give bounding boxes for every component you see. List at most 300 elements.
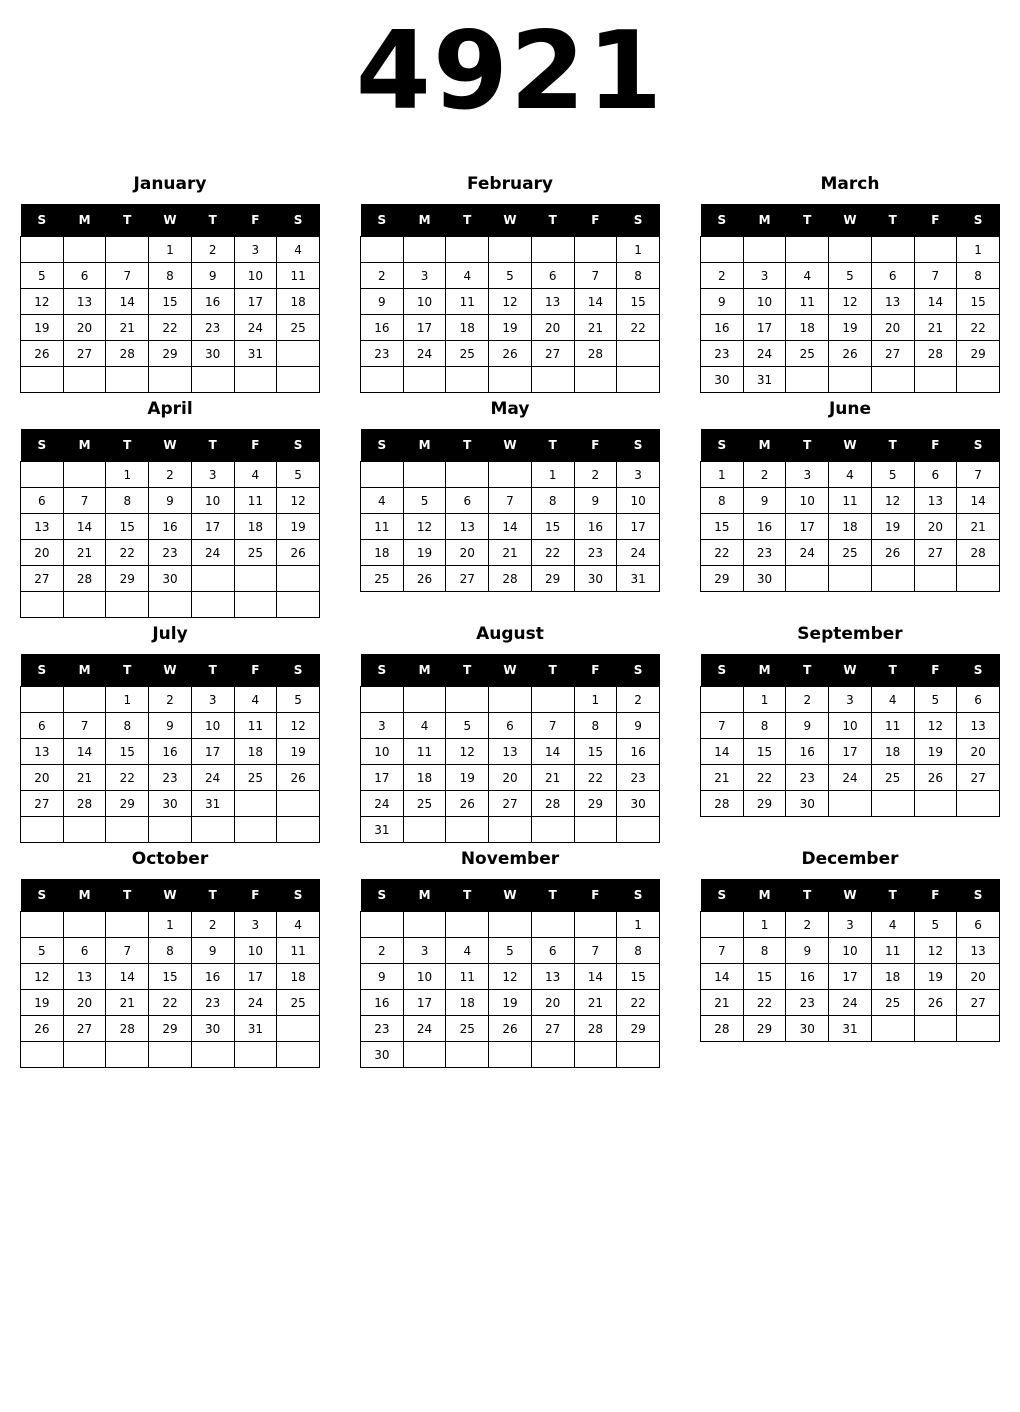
day-cell[interactable]: 7 — [63, 713, 106, 739]
day-cell[interactable]: 10 — [829, 938, 872, 964]
day-cell[interactable]: 12 — [277, 488, 320, 514]
day-cell[interactable]: 6 — [489, 713, 532, 739]
day-cell[interactable]: 9 — [361, 289, 404, 315]
day-cell[interactable]: 5 — [403, 488, 446, 514]
day-cell[interactable]: 7 — [63, 488, 106, 514]
day-cell[interactable]: 2 — [743, 462, 786, 488]
day-cell[interactable]: 26 — [489, 341, 532, 367]
day-cell[interactable]: 25 — [786, 341, 829, 367]
day-cell[interactable]: 14 — [63, 739, 106, 765]
day-cell[interactable]: 10 — [403, 289, 446, 315]
day-cell[interactable]: 29 — [149, 1016, 192, 1042]
day-cell[interactable]: 1 — [957, 237, 1000, 263]
day-cell[interactable]: 12 — [829, 289, 872, 315]
day-cell[interactable]: 28 — [531, 791, 574, 817]
day-cell[interactable]: 30 — [361, 1042, 404, 1068]
day-cell[interactable]: 28 — [63, 791, 106, 817]
day-cell[interactable]: 15 — [531, 514, 574, 540]
day-cell[interactable]: 1 — [574, 687, 617, 713]
day-cell[interactable]: 24 — [191, 540, 234, 566]
day-cell[interactable]: 18 — [361, 540, 404, 566]
day-cell[interactable]: 29 — [617, 1016, 660, 1042]
day-cell[interactable]: 8 — [957, 263, 1000, 289]
day-cell[interactable]: 24 — [234, 315, 277, 341]
day-cell[interactable]: 3 — [403, 938, 446, 964]
day-cell[interactable]: 4 — [786, 263, 829, 289]
day-cell[interactable]: 31 — [743, 367, 786, 393]
day-cell[interactable]: 8 — [531, 488, 574, 514]
day-cell[interactable]: 6 — [446, 488, 489, 514]
day-cell[interactable]: 23 — [617, 765, 660, 791]
day-cell[interactable]: 13 — [21, 739, 64, 765]
day-cell[interactable]: 26 — [871, 540, 914, 566]
day-cell[interactable]: 25 — [277, 990, 320, 1016]
day-cell[interactable]: 27 — [531, 341, 574, 367]
day-cell[interactable]: 1 — [149, 237, 192, 263]
day-cell[interactable]: 22 — [106, 540, 149, 566]
day-cell[interactable]: 19 — [914, 739, 957, 765]
day-cell[interactable]: 7 — [914, 263, 957, 289]
day-cell[interactable]: 16 — [191, 964, 234, 990]
day-cell[interactable]: 27 — [957, 765, 1000, 791]
day-cell[interactable]: 24 — [403, 341, 446, 367]
day-cell[interactable]: 2 — [191, 912, 234, 938]
day-cell[interactable]: 28 — [701, 1016, 744, 1042]
day-cell[interactable]: 30 — [701, 367, 744, 393]
day-cell[interactable]: 13 — [489, 739, 532, 765]
day-cell[interactable]: 22 — [574, 765, 617, 791]
day-cell[interactable]: 16 — [701, 315, 744, 341]
day-cell[interactable]: 22 — [743, 990, 786, 1016]
day-cell[interactable]: 19 — [21, 990, 64, 1016]
day-cell[interactable]: 21 — [574, 990, 617, 1016]
day-cell[interactable]: 12 — [21, 289, 64, 315]
day-cell[interactable]: 6 — [21, 713, 64, 739]
day-cell[interactable]: 31 — [829, 1016, 872, 1042]
day-cell[interactable]: 10 — [786, 488, 829, 514]
day-cell[interactable]: 3 — [234, 237, 277, 263]
day-cell[interactable]: 12 — [277, 713, 320, 739]
day-cell[interactable]: 14 — [701, 964, 744, 990]
day-cell[interactable]: 13 — [21, 514, 64, 540]
day-cell[interactable]: 16 — [617, 739, 660, 765]
day-cell[interactable]: 17 — [403, 315, 446, 341]
day-cell[interactable]: 6 — [531, 938, 574, 964]
day-cell[interactable]: 19 — [446, 765, 489, 791]
day-cell[interactable]: 19 — [871, 514, 914, 540]
day-cell[interactable]: 18 — [446, 315, 489, 341]
day-cell[interactable]: 15 — [617, 964, 660, 990]
day-cell[interactable]: 22 — [106, 765, 149, 791]
day-cell[interactable]: 23 — [191, 315, 234, 341]
day-cell[interactable]: 9 — [743, 488, 786, 514]
day-cell[interactable]: 30 — [574, 566, 617, 592]
day-cell[interactable]: 2 — [574, 462, 617, 488]
day-cell[interactable]: 29 — [574, 791, 617, 817]
day-cell[interactable]: 28 — [63, 566, 106, 592]
day-cell[interactable]: 16 — [191, 289, 234, 315]
day-cell[interactable]: 30 — [743, 566, 786, 592]
day-cell[interactable]: 12 — [403, 514, 446, 540]
day-cell[interactable]: 5 — [277, 687, 320, 713]
day-cell[interactable]: 21 — [63, 540, 106, 566]
day-cell[interactable]: 4 — [871, 912, 914, 938]
day-cell[interactable]: 23 — [361, 1016, 404, 1042]
day-cell[interactable]: 16 — [149, 739, 192, 765]
day-cell[interactable]: 22 — [617, 315, 660, 341]
day-cell[interactable]: 24 — [234, 990, 277, 1016]
day-cell[interactable]: 7 — [574, 938, 617, 964]
day-cell[interactable]: 8 — [701, 488, 744, 514]
day-cell[interactable]: 19 — [489, 990, 532, 1016]
day-cell[interactable]: 26 — [914, 990, 957, 1016]
day-cell[interactable]: 28 — [957, 540, 1000, 566]
day-cell[interactable]: 15 — [743, 739, 786, 765]
day-cell[interactable]: 11 — [446, 964, 489, 990]
day-cell[interactable]: 1 — [617, 912, 660, 938]
day-cell[interactable]: 25 — [234, 765, 277, 791]
day-cell[interactable]: 1 — [701, 462, 744, 488]
day-cell[interactable]: 30 — [617, 791, 660, 817]
day-cell[interactable]: 5 — [914, 687, 957, 713]
day-cell[interactable]: 7 — [701, 713, 744, 739]
day-cell[interactable]: 2 — [786, 687, 829, 713]
day-cell[interactable]: 27 — [446, 566, 489, 592]
day-cell[interactable]: 30 — [786, 791, 829, 817]
day-cell[interactable]: 20 — [531, 990, 574, 1016]
day-cell[interactable]: 28 — [489, 566, 532, 592]
day-cell[interactable]: 2 — [617, 687, 660, 713]
day-cell[interactable]: 20 — [63, 990, 106, 1016]
day-cell[interactable]: 28 — [574, 1016, 617, 1042]
day-cell[interactable]: 13 — [871, 289, 914, 315]
day-cell[interactable]: 25 — [403, 791, 446, 817]
day-cell[interactable]: 2 — [701, 263, 744, 289]
day-cell[interactable]: 12 — [489, 289, 532, 315]
day-cell[interactable]: 17 — [829, 739, 872, 765]
day-cell[interactable]: 24 — [829, 765, 872, 791]
day-cell[interactable]: 4 — [446, 938, 489, 964]
day-cell[interactable]: 22 — [531, 540, 574, 566]
day-cell[interactable]: 3 — [786, 462, 829, 488]
day-cell[interactable]: 7 — [106, 263, 149, 289]
day-cell[interactable]: 18 — [403, 765, 446, 791]
day-cell[interactable]: 2 — [149, 462, 192, 488]
day-cell[interactable]: 31 — [361, 817, 404, 843]
day-cell[interactable]: 20 — [531, 315, 574, 341]
day-cell[interactable]: 31 — [191, 791, 234, 817]
day-cell[interactable]: 18 — [871, 739, 914, 765]
day-cell[interactable]: 9 — [786, 938, 829, 964]
day-cell[interactable]: 29 — [149, 341, 192, 367]
day-cell[interactable]: 14 — [574, 964, 617, 990]
day-cell[interactable]: 13 — [957, 938, 1000, 964]
day-cell[interactable]: 28 — [106, 341, 149, 367]
day-cell[interactable]: 25 — [361, 566, 404, 592]
day-cell[interactable]: 7 — [701, 938, 744, 964]
day-cell[interactable]: 20 — [957, 964, 1000, 990]
day-cell[interactable]: 8 — [617, 938, 660, 964]
day-cell[interactable]: 15 — [957, 289, 1000, 315]
day-cell[interactable]: 19 — [277, 739, 320, 765]
day-cell[interactable]: 24 — [829, 990, 872, 1016]
day-cell[interactable]: 17 — [191, 514, 234, 540]
day-cell[interactable]: 5 — [277, 462, 320, 488]
day-cell[interactable]: 11 — [403, 739, 446, 765]
day-cell[interactable]: 19 — [829, 315, 872, 341]
day-cell[interactable]: 25 — [277, 315, 320, 341]
day-cell[interactable]: 9 — [786, 713, 829, 739]
day-cell[interactable]: 1 — [149, 912, 192, 938]
day-cell[interactable]: 27 — [21, 566, 64, 592]
day-cell[interactable]: 7 — [531, 713, 574, 739]
day-cell[interactable]: 5 — [871, 462, 914, 488]
day-cell[interactable]: 18 — [829, 514, 872, 540]
day-cell[interactable]: 15 — [574, 739, 617, 765]
day-cell[interactable]: 5 — [829, 263, 872, 289]
day-cell[interactable]: 23 — [701, 341, 744, 367]
day-cell[interactable]: 21 — [957, 514, 1000, 540]
day-cell[interactable]: 13 — [446, 514, 489, 540]
day-cell[interactable]: 15 — [149, 289, 192, 315]
day-cell[interactable]: 4 — [234, 462, 277, 488]
day-cell[interactable]: 3 — [234, 912, 277, 938]
day-cell[interactable]: 21 — [531, 765, 574, 791]
day-cell[interactable]: 6 — [63, 938, 106, 964]
day-cell[interactable]: 19 — [489, 315, 532, 341]
day-cell[interactable]: 25 — [871, 765, 914, 791]
day-cell[interactable]: 27 — [914, 540, 957, 566]
day-cell[interactable]: 1 — [106, 687, 149, 713]
day-cell[interactable]: 13 — [63, 289, 106, 315]
day-cell[interactable]: 24 — [361, 791, 404, 817]
day-cell[interactable]: 8 — [574, 713, 617, 739]
day-cell[interactable]: 5 — [21, 263, 64, 289]
day-cell[interactable]: 10 — [617, 488, 660, 514]
day-cell[interactable]: 4 — [361, 488, 404, 514]
day-cell[interactable]: 8 — [106, 713, 149, 739]
day-cell[interactable]: 23 — [149, 540, 192, 566]
day-cell[interactable]: 27 — [957, 990, 1000, 1016]
day-cell[interactable]: 20 — [21, 765, 64, 791]
day-cell[interactable]: 3 — [617, 462, 660, 488]
day-cell[interactable]: 18 — [871, 964, 914, 990]
day-cell[interactable]: 9 — [149, 488, 192, 514]
day-cell[interactable]: 25 — [829, 540, 872, 566]
day-cell[interactable]: 2 — [786, 912, 829, 938]
day-cell[interactable]: 14 — [63, 514, 106, 540]
day-cell[interactable]: 17 — [403, 990, 446, 1016]
day-cell[interactable]: 22 — [701, 540, 744, 566]
day-cell[interactable]: 9 — [149, 713, 192, 739]
day-cell[interactable]: 6 — [871, 263, 914, 289]
day-cell[interactable]: 8 — [149, 938, 192, 964]
day-cell[interactable]: 20 — [914, 514, 957, 540]
day-cell[interactable]: 11 — [829, 488, 872, 514]
day-cell[interactable]: 15 — [149, 964, 192, 990]
day-cell[interactable]: 10 — [234, 263, 277, 289]
day-cell[interactable]: 19 — [21, 315, 64, 341]
day-cell[interactable]: 18 — [446, 990, 489, 1016]
day-cell[interactable]: 6 — [63, 263, 106, 289]
day-cell[interactable]: 11 — [277, 263, 320, 289]
day-cell[interactable]: 24 — [191, 765, 234, 791]
day-cell[interactable]: 23 — [574, 540, 617, 566]
day-cell[interactable]: 11 — [446, 289, 489, 315]
day-cell[interactable]: 26 — [829, 341, 872, 367]
day-cell[interactable]: 10 — [191, 488, 234, 514]
day-cell[interactable]: 11 — [871, 713, 914, 739]
day-cell[interactable]: 8 — [149, 263, 192, 289]
day-cell[interactable]: 20 — [871, 315, 914, 341]
day-cell[interactable]: 2 — [361, 938, 404, 964]
day-cell[interactable]: 7 — [489, 488, 532, 514]
day-cell[interactable]: 17 — [829, 964, 872, 990]
day-cell[interactable]: 14 — [106, 289, 149, 315]
day-cell[interactable]: 14 — [914, 289, 957, 315]
day-cell[interactable]: 14 — [957, 488, 1000, 514]
day-cell[interactable]: 17 — [234, 964, 277, 990]
day-cell[interactable]: 15 — [106, 739, 149, 765]
day-cell[interactable]: 30 — [149, 566, 192, 592]
day-cell[interactable]: 23 — [191, 990, 234, 1016]
day-cell[interactable]: 24 — [786, 540, 829, 566]
day-cell[interactable]: 29 — [701, 566, 744, 592]
day-cell[interactable]: 3 — [191, 687, 234, 713]
day-cell[interactable]: 27 — [21, 791, 64, 817]
day-cell[interactable]: 3 — [829, 912, 872, 938]
day-cell[interactable]: 8 — [106, 488, 149, 514]
day-cell[interactable]: 20 — [63, 315, 106, 341]
day-cell[interactable]: 30 — [786, 1016, 829, 1042]
day-cell[interactable]: 11 — [234, 488, 277, 514]
day-cell[interactable]: 4 — [277, 912, 320, 938]
day-cell[interactable]: 18 — [277, 289, 320, 315]
day-cell[interactable]: 28 — [574, 341, 617, 367]
day-cell[interactable]: 28 — [914, 341, 957, 367]
day-cell[interactable]: 26 — [277, 765, 320, 791]
day-cell[interactable]: 22 — [957, 315, 1000, 341]
day-cell[interactable]: 26 — [446, 791, 489, 817]
day-cell[interactable]: 12 — [446, 739, 489, 765]
day-cell[interactable]: 13 — [914, 488, 957, 514]
day-cell[interactable]: 3 — [403, 263, 446, 289]
day-cell[interactable]: 11 — [786, 289, 829, 315]
day-cell[interactable]: 17 — [191, 739, 234, 765]
day-cell[interactable]: 19 — [277, 514, 320, 540]
day-cell[interactable]: 8 — [743, 713, 786, 739]
day-cell[interactable]: 18 — [234, 739, 277, 765]
day-cell[interactable]: 29 — [531, 566, 574, 592]
day-cell[interactable]: 22 — [743, 765, 786, 791]
day-cell[interactable]: 4 — [403, 713, 446, 739]
day-cell[interactable]: 12 — [21, 964, 64, 990]
day-cell[interactable]: 26 — [21, 341, 64, 367]
day-cell[interactable]: 10 — [403, 964, 446, 990]
day-cell[interactable]: 25 — [446, 1016, 489, 1042]
day-cell[interactable]: 14 — [106, 964, 149, 990]
day-cell[interactable]: 10 — [191, 713, 234, 739]
day-cell[interactable]: 15 — [701, 514, 744, 540]
day-cell[interactable]: 1 — [531, 462, 574, 488]
day-cell[interactable]: 22 — [149, 315, 192, 341]
day-cell[interactable]: 2 — [149, 687, 192, 713]
day-cell[interactable]: 6 — [957, 687, 1000, 713]
day-cell[interactable]: 23 — [743, 540, 786, 566]
day-cell[interactable]: 11 — [234, 713, 277, 739]
day-cell[interactable]: 18 — [277, 964, 320, 990]
day-cell[interactable]: 21 — [914, 315, 957, 341]
day-cell[interactable]: 3 — [361, 713, 404, 739]
day-cell[interactable]: 2 — [191, 237, 234, 263]
day-cell[interactable]: 13 — [63, 964, 106, 990]
day-cell[interactable]: 17 — [617, 514, 660, 540]
day-cell[interactable]: 31 — [234, 1016, 277, 1042]
day-cell[interactable]: 25 — [446, 341, 489, 367]
day-cell[interactable]: 5 — [21, 938, 64, 964]
day-cell[interactable]: 4 — [234, 687, 277, 713]
day-cell[interactable]: 4 — [871, 687, 914, 713]
day-cell[interactable]: 30 — [191, 341, 234, 367]
day-cell[interactable]: 16 — [574, 514, 617, 540]
day-cell[interactable]: 17 — [786, 514, 829, 540]
day-cell[interactable]: 26 — [277, 540, 320, 566]
day-cell[interactable]: 6 — [531, 263, 574, 289]
day-cell[interactable]: 7 — [574, 263, 617, 289]
day-cell[interactable]: 20 — [957, 739, 1000, 765]
day-cell[interactable]: 9 — [191, 938, 234, 964]
day-cell[interactable]: 30 — [191, 1016, 234, 1042]
day-cell[interactable]: 22 — [149, 990, 192, 1016]
day-cell[interactable]: 10 — [829, 713, 872, 739]
day-cell[interactable]: 21 — [489, 540, 532, 566]
day-cell[interactable]: 6 — [914, 462, 957, 488]
day-cell[interactable]: 1 — [743, 687, 786, 713]
day-cell[interactable]: 20 — [21, 540, 64, 566]
day-cell[interactable]: 23 — [361, 341, 404, 367]
day-cell[interactable]: 31 — [234, 341, 277, 367]
day-cell[interactable]: 22 — [617, 990, 660, 1016]
day-cell[interactable]: 11 — [277, 938, 320, 964]
day-cell[interactable]: 5 — [489, 263, 532, 289]
day-cell[interactable]: 19 — [403, 540, 446, 566]
day-cell[interactable]: 12 — [914, 938, 957, 964]
day-cell[interactable]: 23 — [149, 765, 192, 791]
day-cell[interactable]: 4 — [277, 237, 320, 263]
day-cell[interactable]: 26 — [403, 566, 446, 592]
day-cell[interactable]: 21 — [574, 315, 617, 341]
day-cell[interactable]: 25 — [871, 990, 914, 1016]
day-cell[interactable]: 17 — [743, 315, 786, 341]
day-cell[interactable]: 25 — [234, 540, 277, 566]
day-cell[interactable]: 1 — [617, 237, 660, 263]
day-cell[interactable]: 9 — [191, 263, 234, 289]
day-cell[interactable]: 21 — [701, 765, 744, 791]
day-cell[interactable]: 16 — [786, 964, 829, 990]
day-cell[interactable]: 5 — [914, 912, 957, 938]
day-cell[interactable]: 16 — [361, 315, 404, 341]
day-cell[interactable]: 23 — [786, 765, 829, 791]
day-cell[interactable]: 13 — [957, 713, 1000, 739]
day-cell[interactable]: 15 — [106, 514, 149, 540]
day-cell[interactable]: 20 — [489, 765, 532, 791]
day-cell[interactable]: 16 — [361, 990, 404, 1016]
day-cell[interactable]: 2 — [361, 263, 404, 289]
day-cell[interactable]: 30 — [149, 791, 192, 817]
day-cell[interactable]: 20 — [446, 540, 489, 566]
day-cell[interactable]: 14 — [489, 514, 532, 540]
day-cell[interactable]: 11 — [361, 514, 404, 540]
